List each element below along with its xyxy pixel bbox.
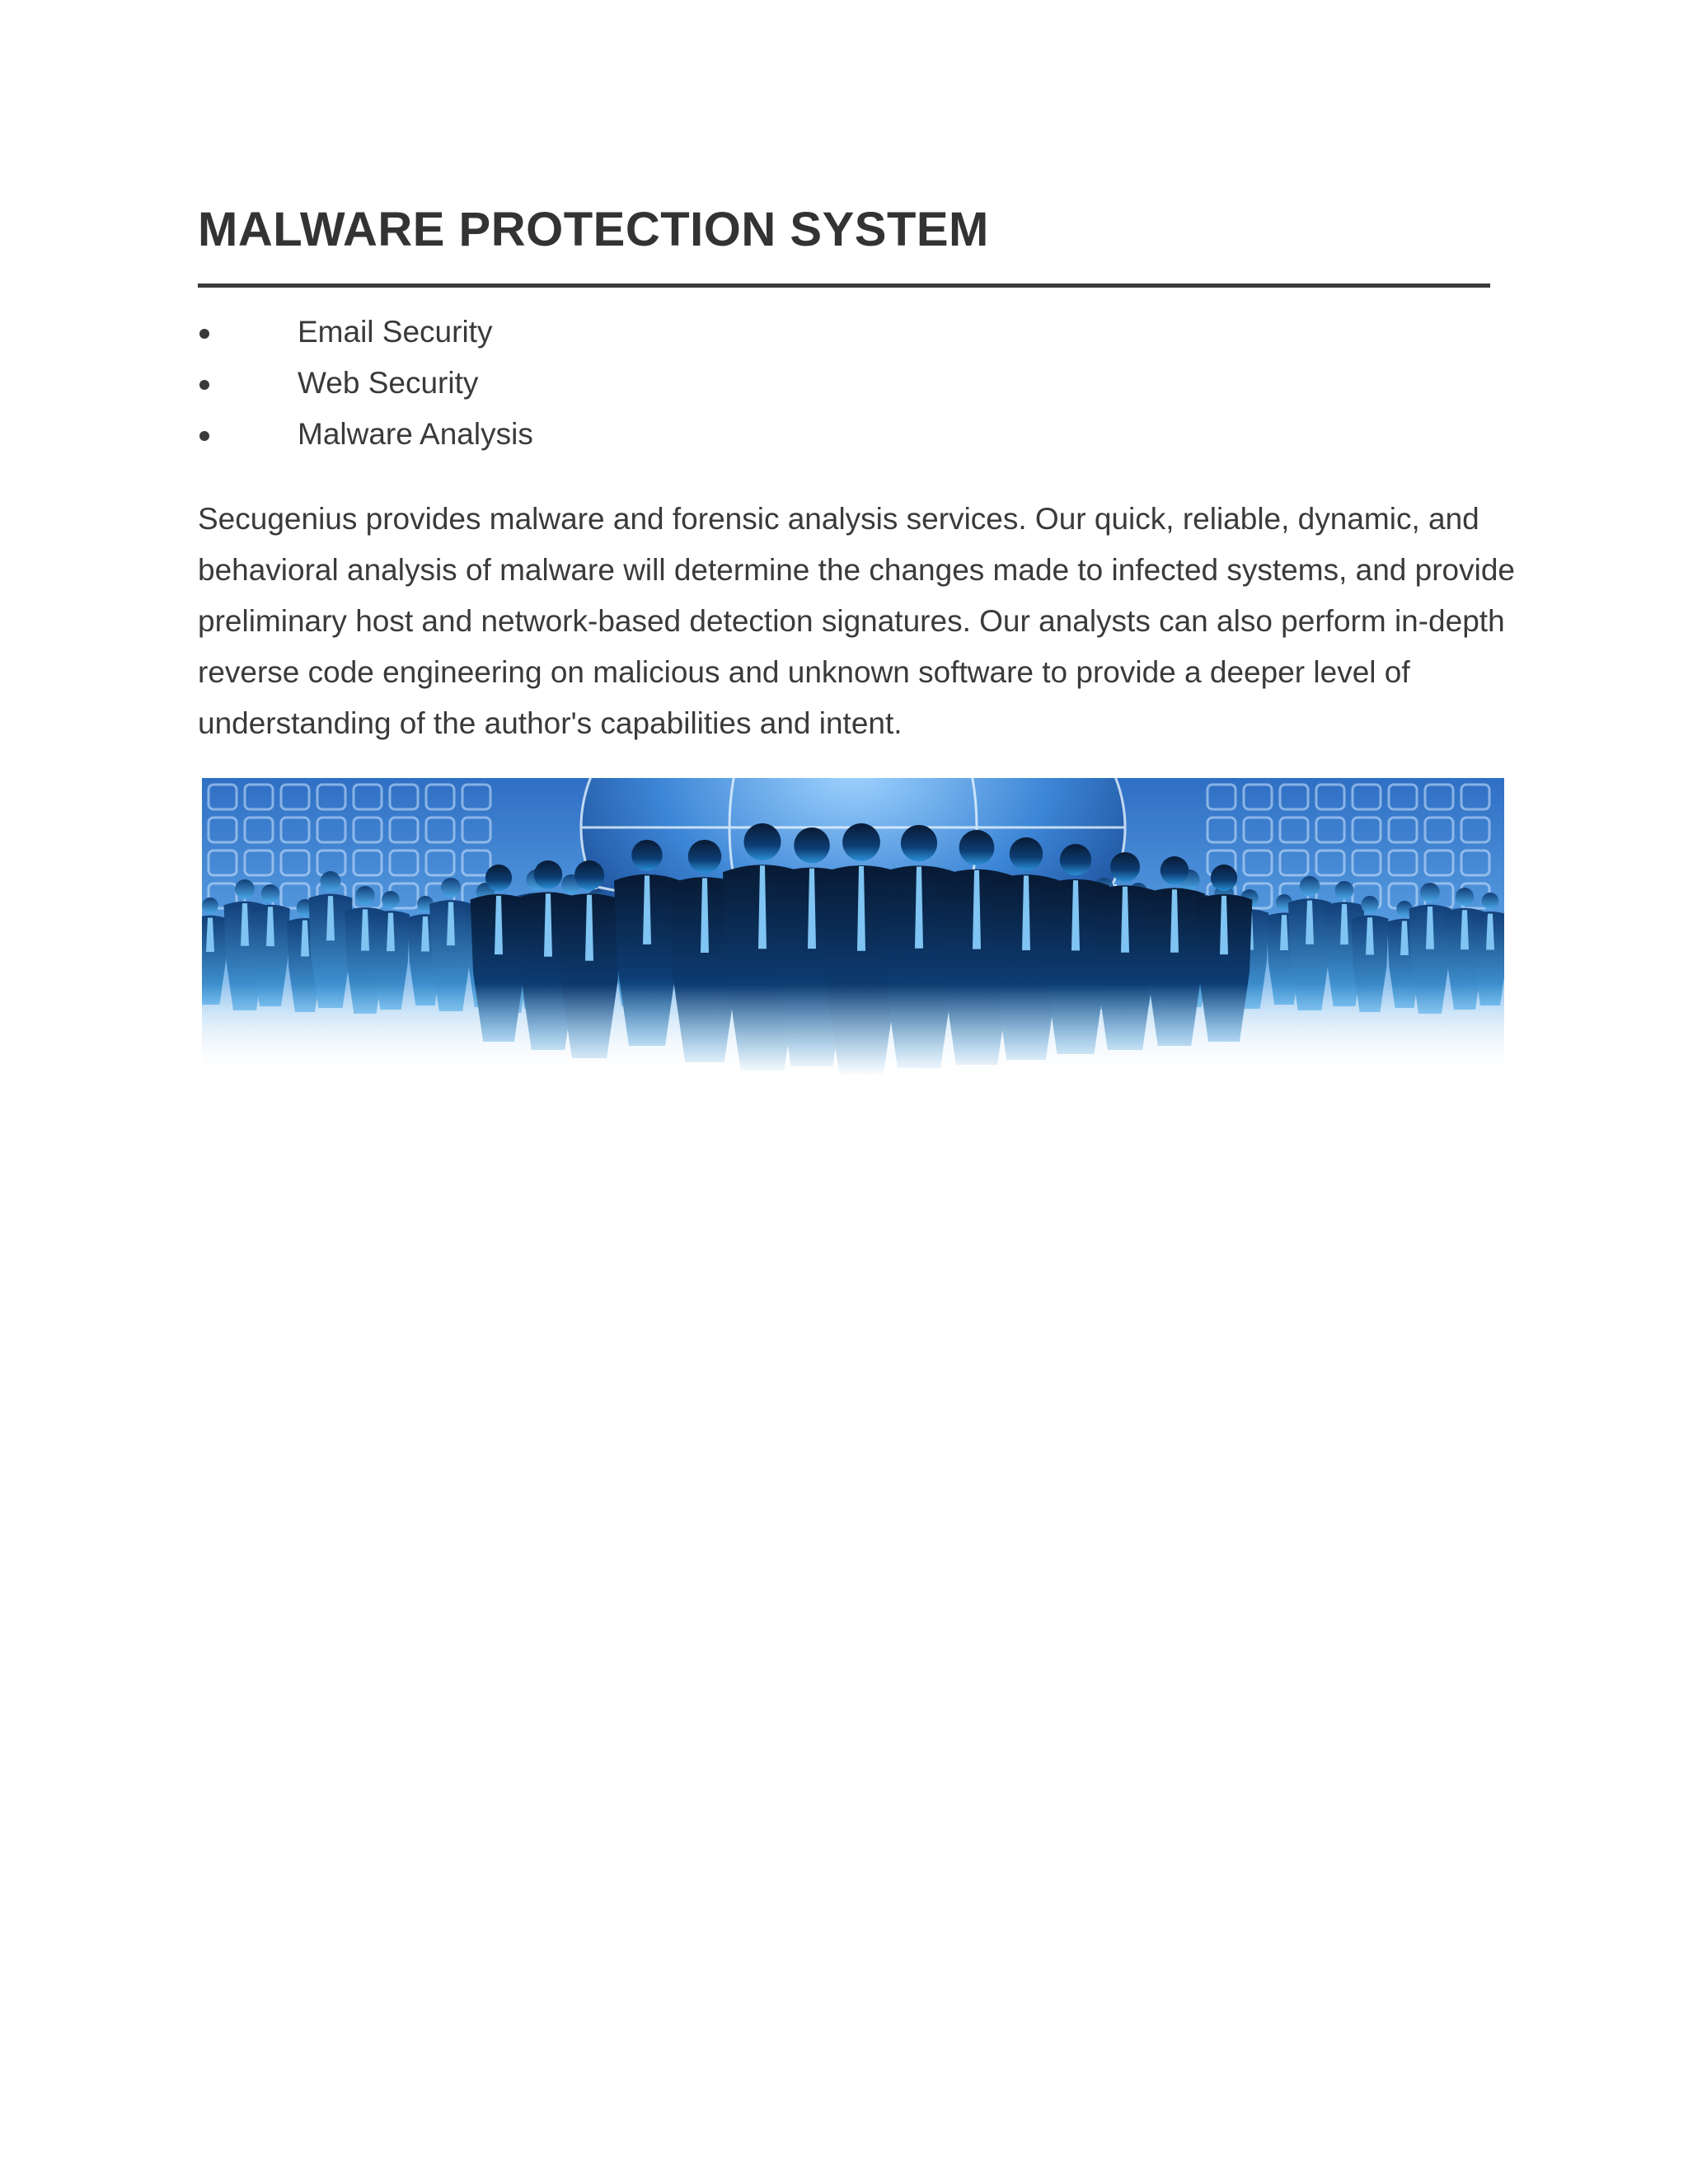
business-crowd-banner-image [202,778,1504,1076]
bullet-icon [199,329,209,339]
bullet-icon [199,431,209,441]
list-item-label: Web Security [298,366,479,400]
list-item-label: Email Security [298,315,493,349]
page-title: MALWARE PROTECTION SYSTEM [198,203,989,256]
list-item-label: Malware Analysis [298,417,533,451]
bullet-icon [199,380,209,390]
title-divider [198,284,1490,288]
description-paragraph: Secugenius provides malware and forensic analysis services. Our quick, reliable, dynamic, and behavioral analysis of malware will determine the changes made to infected systems, and provide preliminary host and network-based detection signatures. Our analysts can also perform in-depth reverse code engineering on malicious and unknown software to provide a deeper level of understanding of the author's capabilities and intent. [198,502,1515,740]
